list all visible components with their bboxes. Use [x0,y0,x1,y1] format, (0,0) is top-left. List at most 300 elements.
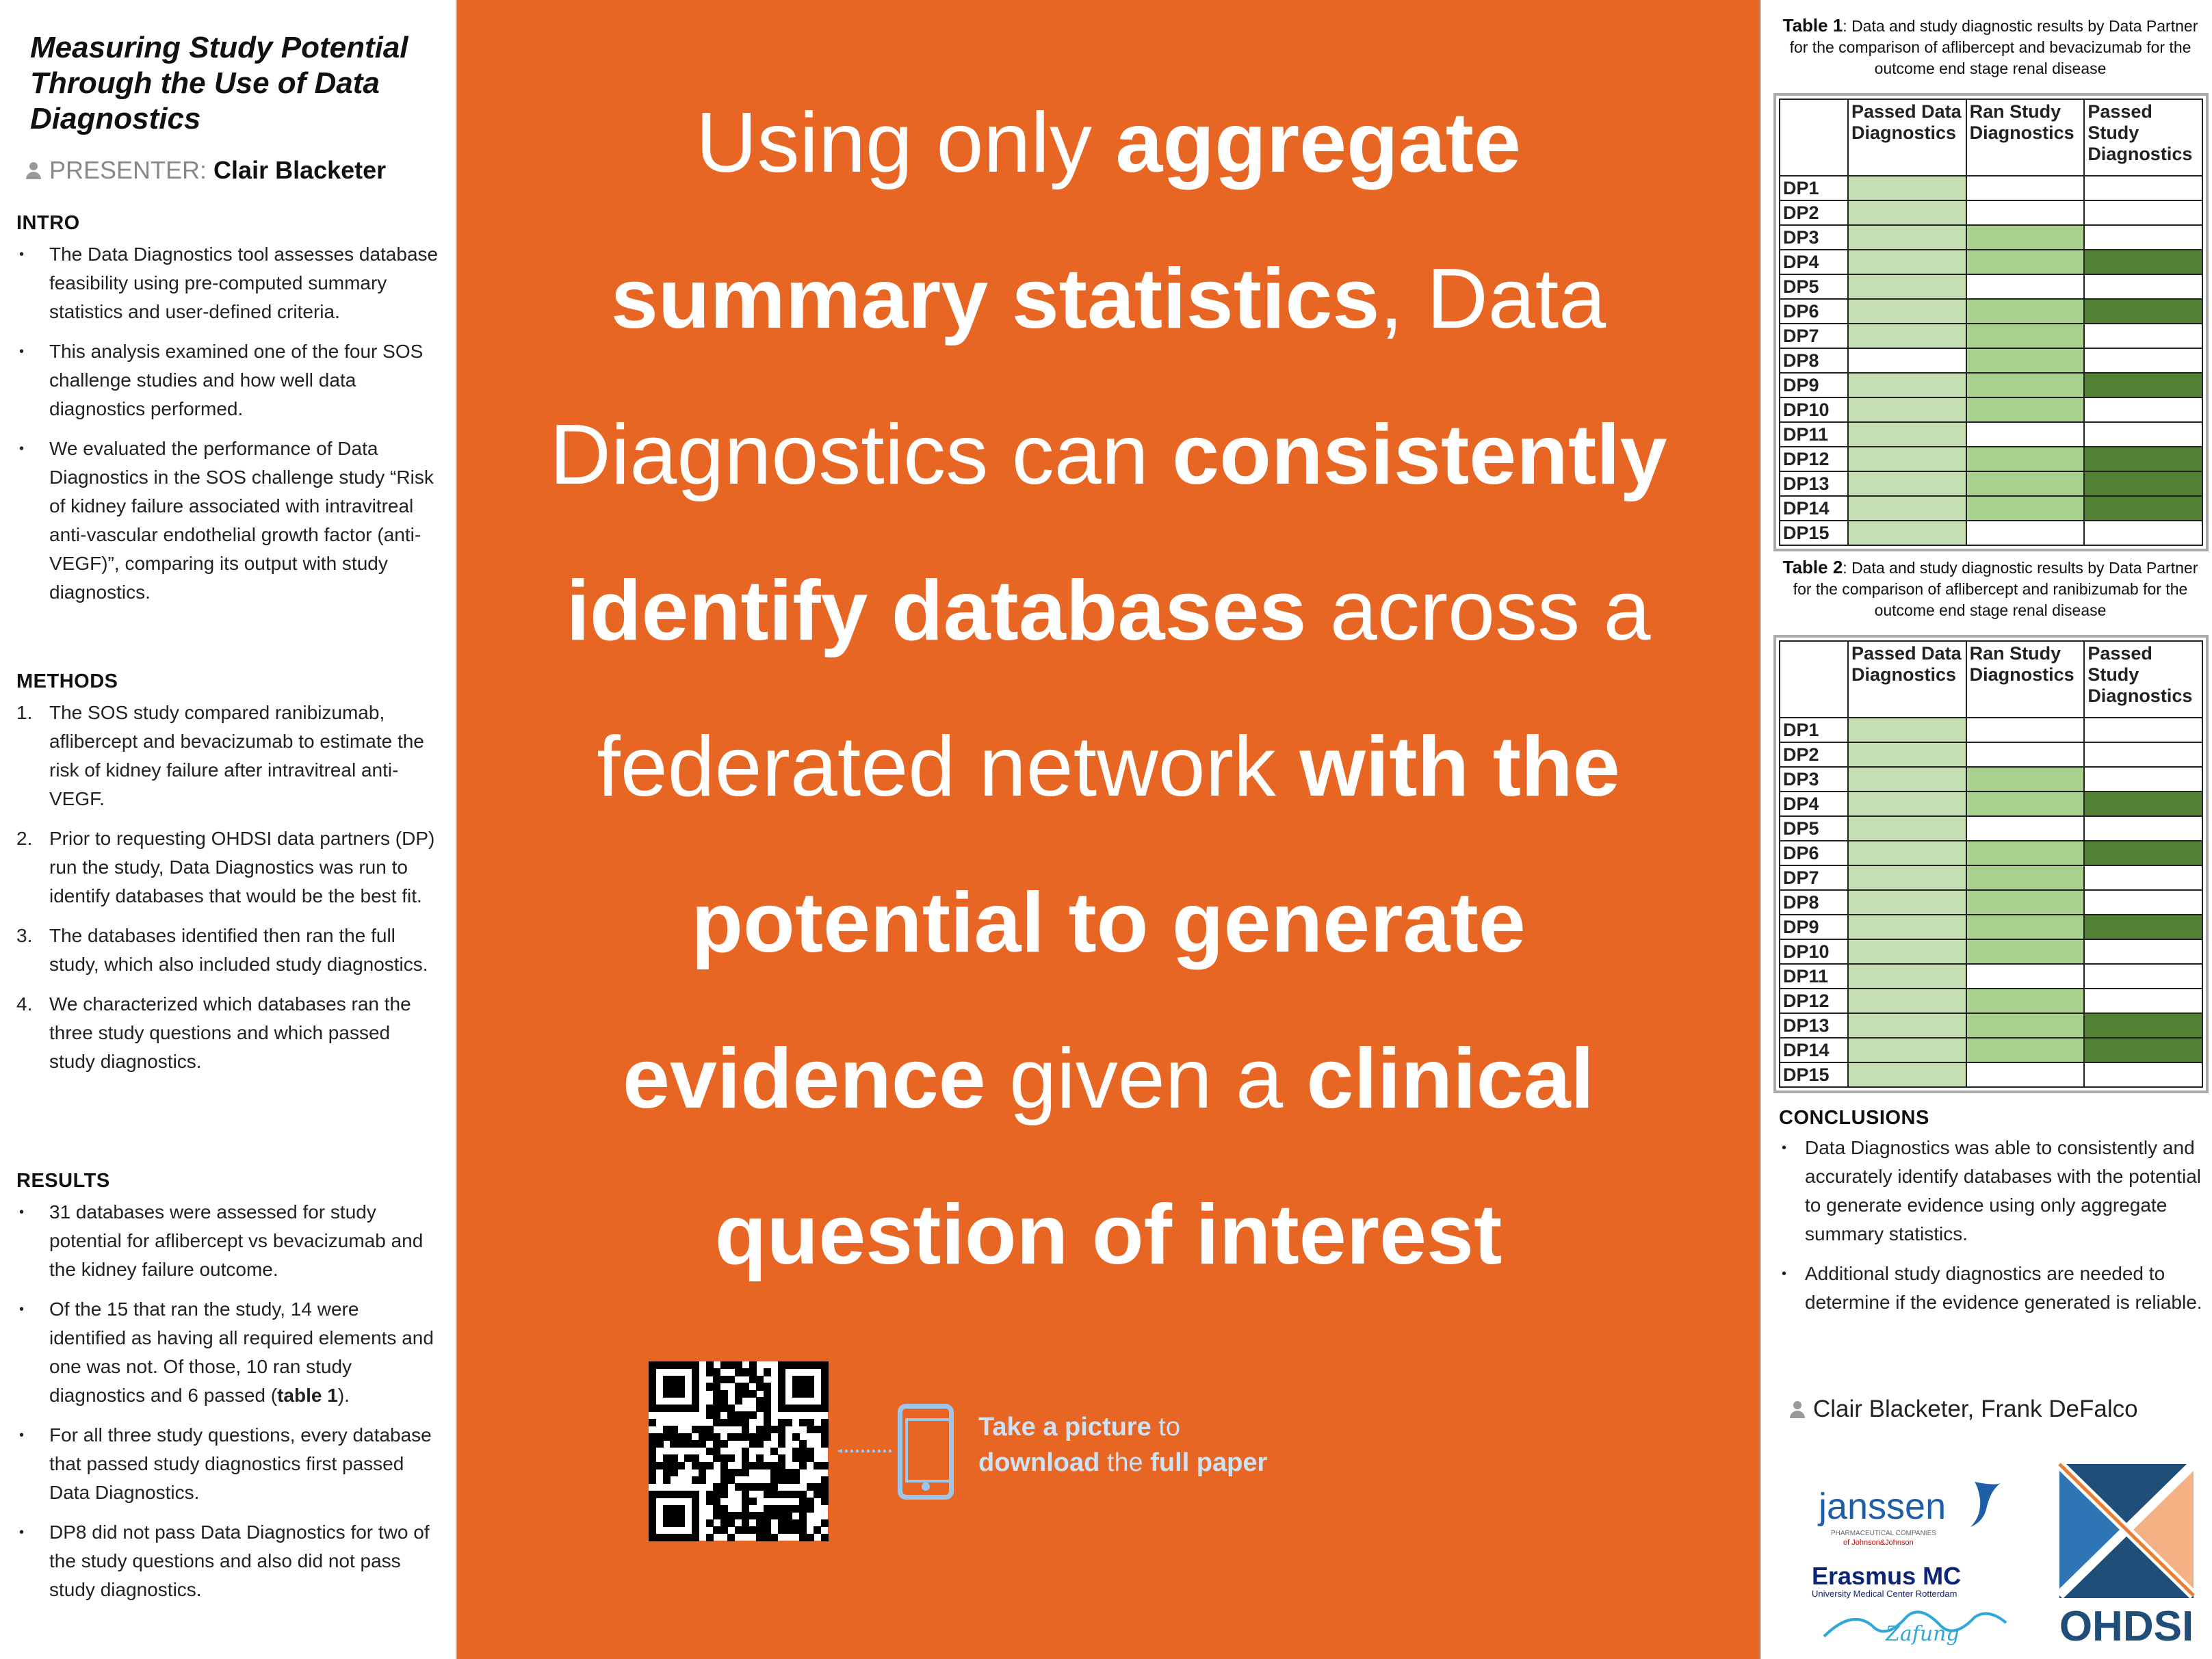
qr-module [756,1433,764,1441]
center-panel [457,0,1760,1659]
list-item: • For all three study questions, every database that passed study diagnostics first passed Data Diagnostics. [19,1424,432,1503]
qr-module [735,1383,742,1390]
qr-module [749,1440,757,1448]
result-cell [1966,471,2085,496]
result-cell [2084,447,2202,471]
result-cell [1848,718,1966,742]
result-cell [1966,841,2085,865]
qr-module [684,1440,692,1448]
qr-module [713,1483,720,1491]
qr-module [770,1512,778,1519]
result-cell [2084,422,2202,447]
row-label: DP3 [1780,767,1848,792]
qr-module [742,1498,749,1505]
qr-module [778,1397,785,1405]
qr-module [778,1462,785,1469]
qr-module [799,1491,807,1498]
qr-module [649,1534,656,1541]
qr-module [778,1383,785,1390]
result-cell [1848,324,1966,348]
qr-module [764,1483,771,1491]
qr-module [756,1426,764,1433]
qr-module [770,1483,778,1491]
qr-module [764,1397,771,1405]
poster-title: Measuring Study Potential Through the Use of Data Diagnostics [30,31,408,135]
column-header: Passed Data Diagnostics [1848,641,1966,718]
list-item: 4. We characterized which databases ran the three study questions and which passed study diagnostics. [16,993,411,1072]
qr-module [799,1419,807,1426]
table-row [1780,742,2202,767]
table-row [1780,964,2202,989]
qr-module [742,1483,749,1491]
table-row [1780,447,2202,471]
result-cell [1848,767,1966,792]
conclusions-section [1779,1107,2203,1328]
qr-module [649,1376,656,1383]
results-heading: RESULTS [16,1170,110,1192]
qr-module [764,1526,771,1534]
qr-module [735,1483,742,1491]
qr-module [821,1491,829,1498]
qr-module [764,1419,771,1426]
qr-module [692,1361,699,1369]
qr-module [706,1448,714,1455]
table-row [1780,792,2202,816]
qr-module [749,1361,757,1369]
table-row [1780,496,2202,521]
result-cell [1966,1013,2085,1038]
result-cell [1848,890,1966,915]
qr-module [742,1368,749,1376]
qr-module [677,1462,685,1469]
svg-text:Erasmus MC: Erasmus MC [1812,1562,1962,1590]
qr-module [778,1433,785,1441]
result-cell [1848,496,1966,521]
qr-module [778,1526,785,1534]
result-cell [1848,989,1966,1013]
table-row [1780,841,2202,865]
result-cell [2084,939,2202,964]
qr-module [713,1526,720,1534]
qr-module [713,1383,720,1390]
qr-module [692,1505,699,1513]
qr-module [799,1534,807,1541]
qr-module [742,1491,749,1498]
intro-section [16,212,441,618]
row-label: DP5 [1780,274,1848,299]
qr-module [713,1405,720,1412]
results-section [16,1170,441,1615]
row-label: DP8 [1780,890,1848,915]
qr-module [742,1383,749,1390]
qr-module [677,1512,685,1519]
dotted-arrow-icon [837,1449,892,1453]
result-cell [1966,397,2085,422]
qr-module [655,1361,663,1369]
qr-module [720,1519,728,1527]
qr-module [713,1505,720,1513]
qr-module [770,1491,778,1498]
column-header: Ran Study Diagnostics [1966,641,2085,718]
list-item: 1. The SOS study compared ranibizumab, aflibercept and bevacizumab to estimate the risk of kidney failure after intravitreal anti-VEGF. [16,702,424,809]
result-cell [1848,939,1966,964]
qr-module [713,1368,720,1376]
result-cell [1966,324,2085,348]
qr-module [684,1433,692,1441]
conclusions-list [1779,1134,2203,1317]
result-cell [2084,250,2202,274]
qr-module [778,1505,785,1513]
qr-module [778,1491,785,1498]
qr-module [684,1361,692,1369]
qr-module [814,1361,821,1369]
result-cell [1848,915,1966,939]
result-cell [1848,865,1966,890]
qr-module [742,1433,749,1441]
qr-module [720,1512,728,1519]
result-cell [1966,767,2085,792]
qr-module [764,1505,771,1513]
table-row [1780,373,2202,397]
result-cell [1848,1062,1966,1087]
result-cell [1966,742,2085,767]
qr-module [770,1469,778,1476]
result-cell [1966,225,2085,250]
qr-module [655,1534,663,1541]
row-label: DP6 [1780,841,1848,865]
qr-module [727,1411,735,1419]
list-item: • This analysis examined one of the four SOS challenge studies and how well data diagnostics performed. [19,341,424,419]
row-label: DP11 [1780,964,1848,989]
qr-module [699,1462,706,1469]
qr-module [821,1462,829,1469]
qr-module [713,1433,720,1441]
column-header: Passed Study Diagnostics [2084,99,2202,176]
qr-module [778,1405,785,1412]
qr-module [814,1491,821,1498]
qr-module [706,1462,714,1469]
result-cell [2084,496,2202,521]
row-label: DP13 [1780,471,1848,496]
qr-module [649,1390,656,1398]
result-cell [1966,447,2085,471]
qr-module [742,1526,749,1534]
table-row [1780,1062,2202,1087]
result-cell [2084,373,2202,397]
qr-module [649,1419,656,1426]
qr-module [706,1519,714,1527]
result-cell [2084,718,2202,742]
list-item: 2. Prior to requesting OHDSI data partners (DP) run the study, Data Diagnostics was run to identify databases that would be the best fit. [16,828,435,906]
qr-module [670,1390,677,1398]
result-cell [1848,841,1966,865]
table-row [1780,890,2202,915]
qr-module [749,1411,757,1419]
row-label: DP15 [1780,1062,1848,1087]
row-label: DP1 [1780,176,1848,200]
qr-module [764,1534,771,1541]
qr-module [799,1361,807,1369]
qr-module [778,1419,785,1426]
qr-module [727,1419,735,1426]
qr-module [814,1526,821,1534]
qr-module [727,1454,735,1462]
qr-module [814,1483,821,1491]
result-cell [1966,792,2085,816]
row-label: DP7 [1780,324,1848,348]
svg-text:of Johnson&Johnson: of Johnson&Johnson [1843,1539,1914,1547]
intro-list [16,240,441,607]
qr-module [720,1376,728,1383]
qr-module [670,1440,677,1448]
qr-module [713,1454,720,1462]
qr-module [770,1505,778,1513]
row-label: DP10 [1780,397,1848,422]
qr-module [677,1361,685,1369]
qr-module [649,1519,656,1527]
result-cell [2084,1038,2202,1062]
qr-module [756,1383,764,1390]
qr-module [735,1361,742,1369]
qr-module [742,1390,749,1398]
result-cell [1848,1038,1966,1062]
table-row [1780,521,2202,545]
qr-module [713,1498,720,1505]
qr-module [684,1534,692,1541]
qr-module [735,1512,742,1519]
qr-module [663,1361,671,1369]
result-cell [1966,176,2085,200]
qr-module [792,1505,800,1513]
qr-module [770,1448,778,1455]
qr-module [713,1411,720,1419]
qr-module [649,1440,656,1448]
qr-module [764,1433,771,1441]
table2-wrapper [1773,635,2209,1093]
table-row [1780,915,2202,939]
row-label: DP2 [1780,200,1848,225]
qr-module [742,1519,749,1527]
qr-module [785,1469,792,1476]
row-label: DP13 [1780,1013,1848,1038]
row-label: DP15 [1780,521,1848,545]
row-label: DP2 [1780,742,1848,767]
results-table-1 [1779,99,2203,546]
qr-module [807,1448,814,1455]
qr-module [692,1519,699,1527]
header-corner [1780,99,1848,176]
qr-module [670,1519,677,1527]
result-cell [2084,521,2202,545]
result-cell [1848,471,1966,496]
qr-module [821,1419,829,1426]
qr-module [821,1361,829,1369]
qr-module [649,1512,656,1519]
qr-module [699,1476,706,1484]
qr-module [649,1469,656,1476]
qr-module [706,1426,714,1433]
qr-module [713,1376,720,1383]
qr-module [649,1368,656,1376]
qr-module [663,1383,671,1390]
main-headline: Using only aggregate summary statistics, Data Diagnostics can consistently identify databases across a federated network with the potential to generate evidence given a clinical question of interest [549,96,1667,1282]
qr-module [727,1376,735,1383]
qr-module [799,1454,807,1462]
qr-module [699,1426,706,1433]
qr-module [807,1505,814,1513]
qr-module [663,1376,671,1383]
qr-module [706,1405,714,1412]
qr-module [720,1469,728,1476]
qr-module [684,1491,692,1498]
qr-module [692,1383,699,1390]
table-row [1780,816,2202,841]
qr-module [692,1476,699,1484]
table-row [1780,176,2202,200]
qr-module [713,1419,720,1426]
qr-module [756,1462,764,1469]
qr-module [706,1498,714,1505]
conclusions-heading: CONCLUSIONS [1779,1107,1929,1129]
qr-module [655,1405,663,1412]
qr-module [792,1454,800,1462]
qr-module [670,1469,677,1476]
row-label: DP12 [1780,447,1848,471]
qr-module [692,1426,699,1433]
result-cell [2084,989,2202,1013]
result-cell [1966,915,2085,939]
list-item: 3. The databases identified then ran the full study, which also included study diagnostics. [16,925,428,975]
result-cell [1966,1038,2085,1062]
qr-module [792,1526,800,1534]
qr-module [692,1491,699,1498]
result-cell [1848,422,1966,447]
qr-module [792,1433,800,1441]
table-row [1780,767,2202,792]
result-cell [1966,1062,2085,1087]
qr-module [742,1419,749,1426]
result-cell [2084,767,2202,792]
list-item: • Of the 15 that ran the study, 14 were identified as having all required elements and one was not. Of those, 10 ran study diagnostics and 6 passed (table 1). [19,1298,434,1406]
right-column [1760,0,2212,1659]
qr-module [821,1376,829,1383]
qr-module [764,1411,771,1419]
result-cell [1848,274,1966,299]
qr-module [720,1419,728,1426]
qr-module [742,1448,749,1455]
qr-module [778,1368,785,1376]
row-label: DP10 [1780,939,1848,964]
result-cell [1848,397,1966,422]
result-cell [1966,939,2085,964]
qr-module [735,1419,742,1426]
table-row [1780,324,2202,348]
qr-module [814,1462,821,1469]
person-icon [1788,1399,1806,1420]
qr-module [742,1426,749,1433]
qr-module [727,1519,735,1527]
left-column [0,0,457,1659]
qr-module [649,1361,656,1369]
qr-module [720,1526,728,1534]
qr-module [792,1390,800,1398]
svg-text:University Medical Center Rott: University Medical Center Rotterdam [1812,1589,1957,1599]
qr-module [692,1498,699,1505]
qr-module [692,1440,699,1448]
qr-module [727,1469,735,1476]
qr-module [727,1476,735,1484]
qr-module [799,1448,807,1455]
result-cell [1966,348,2085,373]
qr-module [649,1397,656,1405]
qr-module [770,1476,778,1484]
qr-module [807,1419,814,1426]
qr-module [749,1526,757,1534]
qr-module [670,1376,677,1383]
qr-module [778,1440,785,1448]
qr-module [727,1361,735,1369]
qr-module [807,1383,814,1390]
qr-module [706,1368,714,1376]
qr-module [720,1483,728,1491]
qr-module [756,1512,764,1519]
qr-module [821,1440,829,1448]
qr-module [692,1534,699,1541]
qr-module [742,1454,749,1462]
column-header: Passed Study Diagnostics [2084,641,2202,718]
qr-module [799,1405,807,1412]
result-cell [1966,964,2085,989]
header-corner [1780,641,1848,718]
qr-module [814,1426,821,1433]
qr-module [649,1476,656,1484]
list-item: • DP8 did not pass Data Diagnostics for two of the study questions and also did not pass study diagnostics. [19,1521,430,1600]
result-cell [1966,496,2085,521]
qr-module [807,1483,814,1491]
qr-module [756,1519,764,1527]
qr-module [649,1454,656,1462]
result-cell [2084,299,2202,324]
qr-module [655,1462,663,1469]
qr-module [756,1534,764,1541]
result-cell [1848,816,1966,841]
qr-module [649,1491,656,1498]
qr-module [677,1376,685,1383]
qr-module [720,1454,728,1462]
qr-module [663,1476,671,1484]
list-item: • 31 databases were assessed for study potential for aflibercept vs bevacizumab and the kidney failure outcome. [19,1201,424,1280]
qr-module [749,1498,757,1505]
qr-module [742,1469,749,1476]
qr-module [785,1419,792,1426]
qr-module [814,1405,821,1412]
column-header: Ran Study Diagnostics [1966,99,2085,176]
qr-module [821,1483,829,1491]
table-row [1780,1038,2202,1062]
qr-module [663,1534,671,1541]
qr-module [778,1476,785,1484]
qr-module [692,1526,699,1534]
qr-code[interactable] [649,1361,828,1541]
qr-module [706,1361,714,1369]
qr-module [799,1440,807,1448]
qr-module [821,1383,829,1390]
janssen-logo [1816,1479,2007,1547]
qr-module [677,1491,685,1498]
qr-module [720,1405,728,1412]
qr-module [749,1433,757,1441]
row-label: DP7 [1780,865,1848,890]
